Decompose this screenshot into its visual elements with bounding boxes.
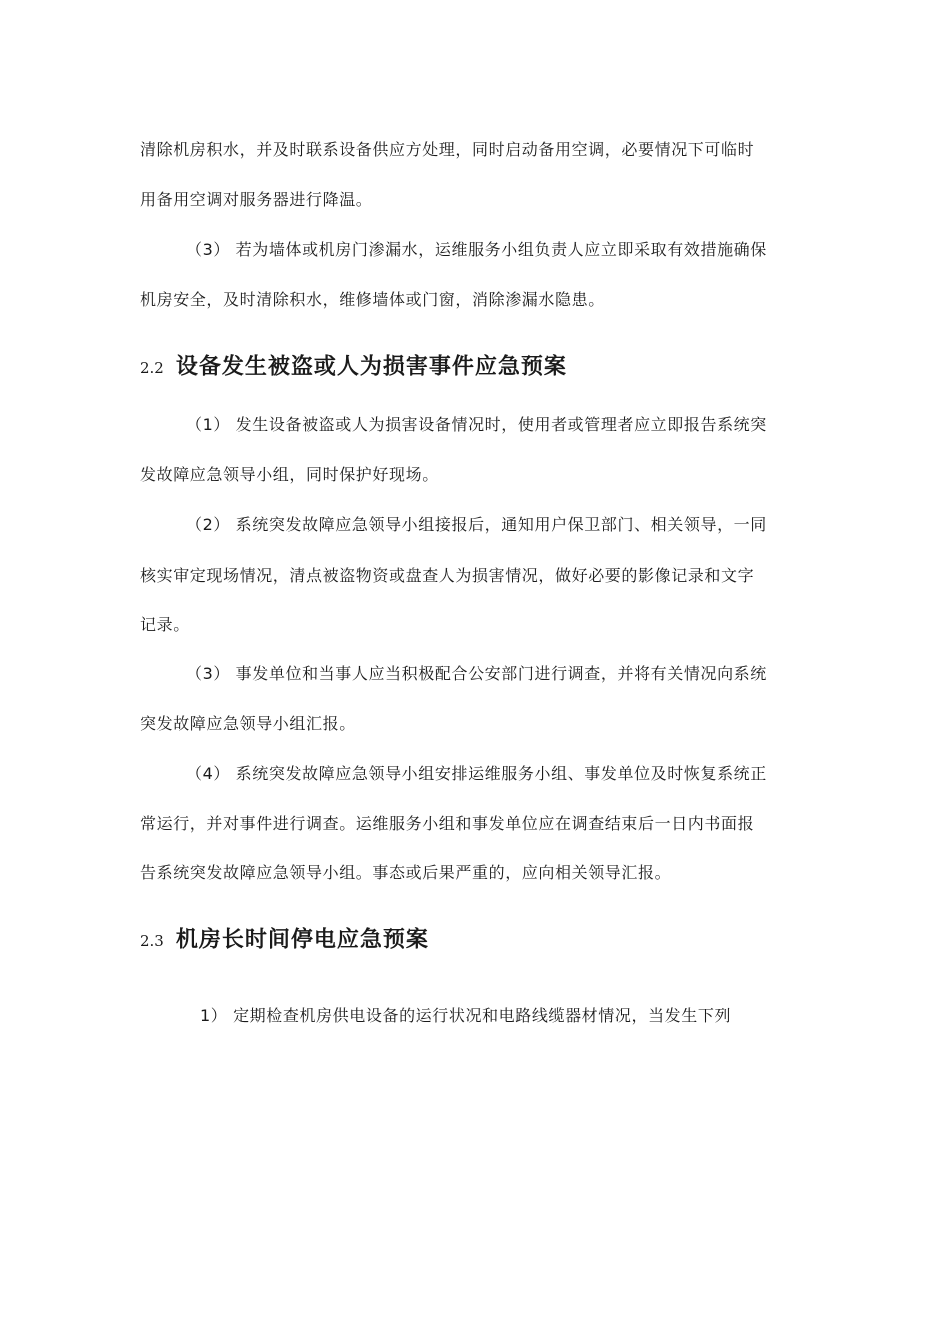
paragraph-line: 记录。 [140, 615, 190, 634]
section-number: 2.3 [140, 931, 164, 950]
paragraph-line: 常运行，并对事件进行调查。运维服务小组和事发单位应在调查结束后一日内书面报 [140, 814, 755, 833]
paragraph-line: （3） 若为墙体或机房门渗漏水，运维服务小组负责人应立即采取有效措施确保 [186, 240, 767, 259]
paragraph-line: 用备用空调对服务器进行降温。 [140, 190, 373, 209]
paragraph-line: 发故障应急领导小组，同时保护好现场。 [140, 465, 439, 484]
paragraph-line: 告系统突发故障应急领导小组。事态或后果严重的，应向相关领导汇报。 [140, 863, 672, 882]
paragraph-line: 机房安全，及时清除积水，维修墙体或门窗，消除渗漏水隐患。 [140, 290, 605, 309]
paragraph-line: （2） 系统突发故障应急领导小组接报后，通知用户保卫部门、相关领导，一同 [186, 515, 767, 534]
paragraph-line: （3） 事发单位和当事人应当积极配合公安部门进行调查，并将有关情况向系统 [186, 664, 767, 683]
section-heading [140, 352, 567, 383]
paragraph-line: （4） 系统突发故障应急领导小组安排运维服务小组、事发单位及时恢复系统正 [186, 764, 767, 783]
paragraph-line: 1） 定期检查机房供电设备的运行状况和电路线缆器材情况，当发生下列 [200, 1006, 732, 1025]
section-title: 机房长时间停电应急预案 [175, 927, 429, 953]
paragraph-line: 核实审定现场情况，清点被盗物资或盘查人为损害情况，做好必要的影像记录和文字 [140, 566, 755, 585]
section-heading [140, 925, 429, 956]
paragraph-line: 清除机房积水，并及时联系设备供应方处理，同时启动备用空调，必要情况下可临时 [140, 140, 755, 159]
section-number: 2.2 [140, 358, 164, 377]
section-title: 设备发生被盗或人为损害事件应急预案 [175, 354, 567, 380]
paragraph-line: 突发故障应急领导小组汇报。 [140, 714, 356, 733]
paragraph-line: （1） 发生设备被盗或人为损害设备情况时，使用者或管理者应立即报告系统突 [186, 415, 767, 434]
